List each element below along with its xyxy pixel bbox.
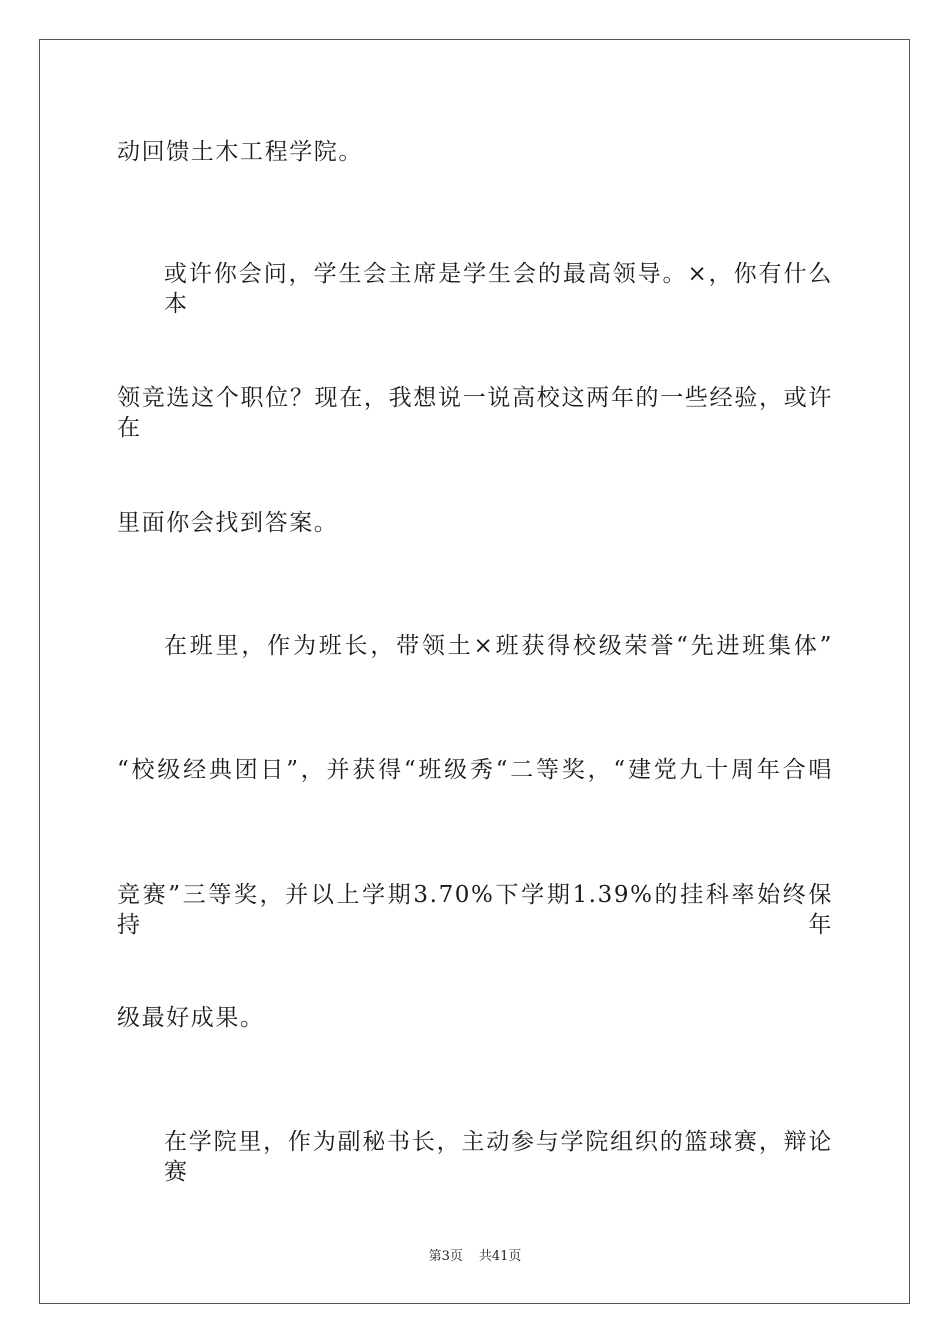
text-line-9: 在学院里，作为副秘书长，主动参与学院组织的篮球赛，辩论赛: [164, 1129, 833, 1185]
page-border: [39, 39, 910, 1304]
page-number: 第3页: [428, 1249, 463, 1264]
text-line-3: 领竞选这个职位？现在，我想说一说高校这两年的一些经验，或许在: [117, 385, 833, 441]
text-line-5: 在班里，作为班长，带领土×班获得校级荣誉“先进班集体”: [164, 633, 833, 659]
text-line-1: 动回馈土木工程学院。: [117, 139, 363, 165]
text-line-7: 竞赛”三等奖，并以上学期3.70%下学期1.39%的挂科率始终保持年: [117, 882, 833, 938]
text-line-6: “校级经典团日”，并获得“班级秀“二等奖，“建党九十周年合唱: [117, 757, 833, 783]
page-total: 共41页: [478, 1249, 522, 1264]
text-line-2: 或许你会问，学生会主席是学生会的最高领导。×，你有什么本: [164, 261, 833, 317]
text-line-4: 里面你会找到答案。: [117, 510, 339, 536]
page-footer: [0, 1248, 950, 1266]
text-line-8: 级最好成果。: [117, 1005, 265, 1031]
